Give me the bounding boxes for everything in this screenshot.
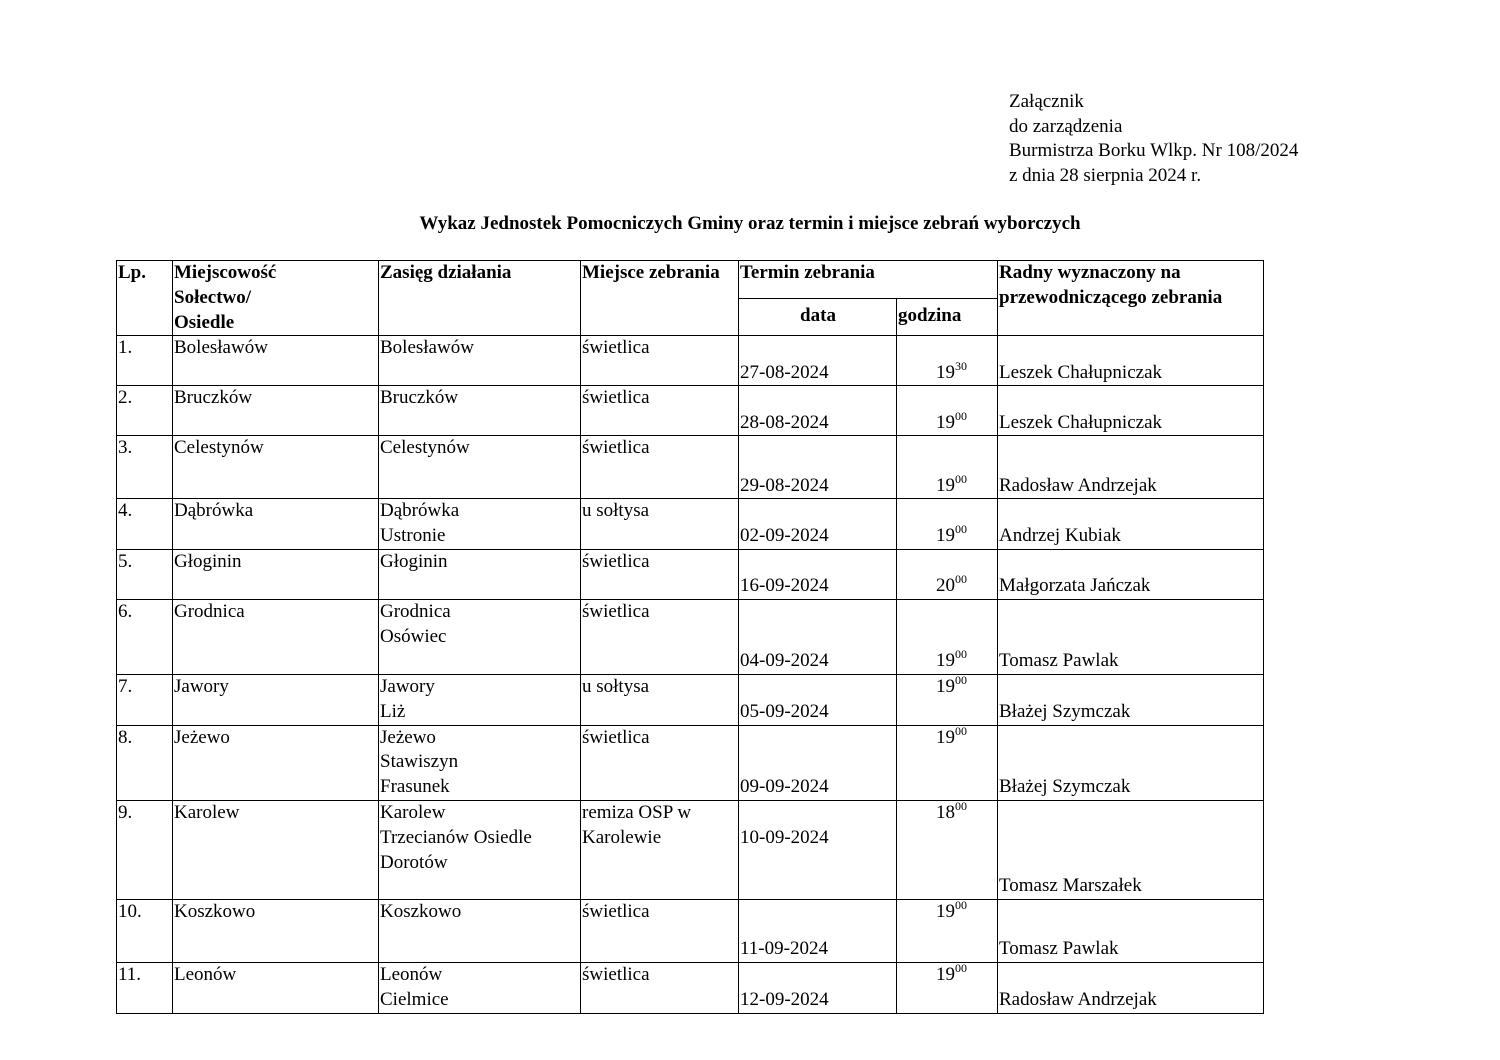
hour-value: 19 <box>936 675 955 697</box>
area-line: Trzecianów Osiedle <box>380 826 532 848</box>
row-hour <box>897 674 998 725</box>
header-lp: Lp. <box>117 261 173 336</box>
attachment-line: do zarządzenia <box>1009 115 1123 137</box>
row-date: 05-09-2024 <box>739 674 897 725</box>
row-area <box>379 499 581 550</box>
place-line: świetlica <box>582 726 650 748</box>
row-village: Jeżewo <box>173 725 379 800</box>
area-line: Bruczków <box>380 387 459 409</box>
table-row <box>117 549 1264 599</box>
minute-value: 30 <box>955 358 967 373</box>
row-place <box>581 725 739 800</box>
row-lp: 3. <box>117 436 173 499</box>
row-area <box>379 386 581 436</box>
attachment-line: z dnia 28 sierpnia 2024 r. <box>1009 164 1202 186</box>
header-chair-line: Radny wyznaczony na <box>999 262 1181 283</box>
table-row <box>117 336 1264 386</box>
area-line: Celestynów <box>380 437 470 459</box>
place-line: świetlica <box>582 600 650 622</box>
row-hour <box>897 549 998 599</box>
table-row <box>117 962 1264 1013</box>
row-place <box>581 674 739 725</box>
table-row <box>117 436 1264 499</box>
header-village-line: Osiedle <box>174 311 235 333</box>
area-line: Ustronie <box>380 525 446 547</box>
header-hour: godzina <box>897 299 998 336</box>
place-line: u sołtysa <box>582 500 650 522</box>
minute-value: 00 <box>955 572 967 587</box>
row-date: 29-08-2024 <box>739 436 897 499</box>
area-line: Karolew <box>380 801 446 823</box>
row-chair: Błażej Szymczak <box>998 725 1264 800</box>
place-line: świetlica <box>582 900 650 922</box>
header-term: Termin zebrania <box>739 261 998 299</box>
hour-value: 20 <box>936 575 955 597</box>
row-area <box>379 899 581 962</box>
row-chair: Radosław Andrzejak <box>998 436 1264 499</box>
header-village-line: Miejscowość <box>174 262 277 283</box>
row-place <box>581 436 739 499</box>
place-line: świetlica <box>582 963 650 985</box>
header-village <box>173 261 379 336</box>
row-area <box>379 725 581 800</box>
row-chair: Tomasz Pawlak <box>998 899 1264 962</box>
minute-value: 00 <box>955 897 967 912</box>
minute-value: 00 <box>955 672 967 687</box>
area-line: Koszkowo <box>380 900 462 922</box>
minute-value: 00 <box>955 723 967 738</box>
row-place <box>581 800 739 899</box>
row-hour <box>897 725 998 800</box>
table-row <box>117 499 1264 550</box>
row-date: 12-09-2024 <box>739 962 897 1013</box>
minute-value: 00 <box>955 960 967 975</box>
area-line: Stawiszyn <box>380 751 459 773</box>
header-village-line: Sołectwo/ <box>174 286 252 308</box>
place-line: u sołtysa <box>582 675 650 697</box>
row-place <box>581 336 739 386</box>
row-area <box>379 800 581 899</box>
row-area <box>379 336 581 386</box>
minute-value: 00 <box>955 471 967 486</box>
row-chair: Małgorzata Jańczak <box>998 549 1264 599</box>
area-line: Jeżewo <box>380 726 436 748</box>
row-village: Głoginin <box>173 549 379 599</box>
minute-value: 00 <box>955 647 967 662</box>
row-hour <box>897 962 998 1013</box>
hour-value: 19 <box>936 361 955 383</box>
row-village: Karolew <box>173 800 379 899</box>
row-chair: Leszek Chałupniczak <box>998 336 1264 386</box>
minute-value: 00 <box>955 522 967 537</box>
row-lp: 1. <box>117 336 173 386</box>
area-line: Dorotów <box>380 851 448 873</box>
place-line: świetlica <box>582 437 650 459</box>
header-chair-line: przewodniczącego zebrania <box>999 286 1223 308</box>
row-date: 11-09-2024 <box>739 899 897 962</box>
row-hour <box>897 386 998 436</box>
row-hour <box>897 336 998 386</box>
row-village: Jawory <box>173 674 379 725</box>
table-row <box>117 386 1264 436</box>
area-line: Frasunek <box>380 776 450 798</box>
hour-value: 19 <box>936 525 955 547</box>
row-date: 28-08-2024 <box>739 386 897 436</box>
hour-value: 19 <box>936 474 955 496</box>
row-lp: 8. <box>117 725 173 800</box>
place-line: świetlica <box>582 387 650 409</box>
header-area: Zasięg działania <box>379 261 581 336</box>
area-line: Cielmice <box>380 988 449 1010</box>
hour-value: 19 <box>936 900 955 922</box>
header-date: data <box>739 299 897 336</box>
hour-value: 19 <box>936 411 955 433</box>
row-village: Bruczków <box>173 386 379 436</box>
row-area <box>379 549 581 599</box>
row-place <box>581 599 739 674</box>
header-place: Miejsce zebrania <box>581 261 739 336</box>
row-lp: 11. <box>117 962 173 1013</box>
place-line: świetlica <box>582 550 650 572</box>
minute-value: 00 <box>955 798 967 813</box>
row-area <box>379 674 581 725</box>
row-lp: 10. <box>117 899 173 962</box>
row-lp: 7. <box>117 674 173 725</box>
row-area <box>379 962 581 1013</box>
table-row <box>117 725 1264 800</box>
table-row <box>117 899 1264 962</box>
row-chair: Błażej Szymczak <box>998 674 1264 725</box>
row-hour <box>897 800 998 899</box>
row-village: Bolesławów <box>173 336 379 386</box>
attachment-note <box>1009 90 1298 188</box>
row-date: 27-08-2024 <box>739 336 897 386</box>
row-village: Celestynów <box>173 436 379 499</box>
row-date: 16-09-2024 <box>739 549 897 599</box>
row-place <box>581 899 739 962</box>
document-title: Wykaz Jednostek Pomocniczych Gminy oraz termin i miejsce zebrań wyborczych <box>419 213 1081 234</box>
row-village: Grodnica <box>173 599 379 674</box>
area-line: Osówiec <box>380 625 447 647</box>
row-village: Dąbrówka <box>173 499 379 550</box>
row-place <box>581 499 739 550</box>
minute-value: 00 <box>955 408 967 423</box>
row-place <box>581 386 739 436</box>
row-hour <box>897 499 998 550</box>
header-chair <box>998 261 1264 336</box>
row-chair: Tomasz Pawlak <box>998 599 1264 674</box>
row-lp: 6. <box>117 599 173 674</box>
row-place <box>581 549 739 599</box>
table-row <box>117 599 1264 674</box>
place-line: świetlica <box>582 337 650 359</box>
attachment-line: Załącznik <box>1009 91 1084 112</box>
row-date: 04-09-2024 <box>739 599 897 674</box>
area-line: Leonów <box>380 963 443 985</box>
row-area <box>379 436 581 499</box>
area-line: Głoginin <box>380 550 448 572</box>
row-hour <box>897 599 998 674</box>
area-line: Jawory <box>380 675 435 697</box>
row-chair: Andrzej Kubiak <box>998 499 1264 550</box>
row-lp: 5. <box>117 549 173 599</box>
meetings-table <box>116 260 1264 1014</box>
row-village: Koszkowo <box>173 899 379 962</box>
attachment-line: Burmistrza Borku Wlkp. Nr 108/2024 <box>1009 140 1299 161</box>
row-date: 09-09-2024 <box>739 725 897 800</box>
hour-value: 19 <box>936 963 955 985</box>
table-row <box>117 674 1264 725</box>
area-line: Dąbrówka <box>380 500 460 522</box>
row-village: Leonów <box>173 962 379 1013</box>
row-hour <box>897 899 998 962</box>
row-chair: Leszek Chałupniczak <box>998 386 1264 436</box>
row-lp: 2. <box>117 386 173 436</box>
table-row <box>117 800 1264 899</box>
hour-value: 19 <box>936 726 955 748</box>
row-date: 10-09-2024 <box>739 800 897 899</box>
row-place <box>581 962 739 1013</box>
row-chair: Tomasz Marszałek <box>998 800 1264 899</box>
place-line: remiza OSP w <box>582 801 692 823</box>
hour-value: 19 <box>936 650 955 672</box>
row-chair: Radosław Andrzejak <box>998 962 1264 1013</box>
place-line: Karolewie <box>582 826 662 848</box>
row-hour <box>897 436 998 499</box>
hour-value: 18 <box>936 801 955 823</box>
row-date: 02-09-2024 <box>739 499 897 550</box>
area-line: Grodnica <box>380 600 451 622</box>
row-lp: 9. <box>117 800 173 899</box>
row-lp: 4. <box>117 499 173 550</box>
area-line: Bolesławów <box>380 337 474 359</box>
area-line: Liż <box>380 700 406 722</box>
row-area <box>379 599 581 674</box>
